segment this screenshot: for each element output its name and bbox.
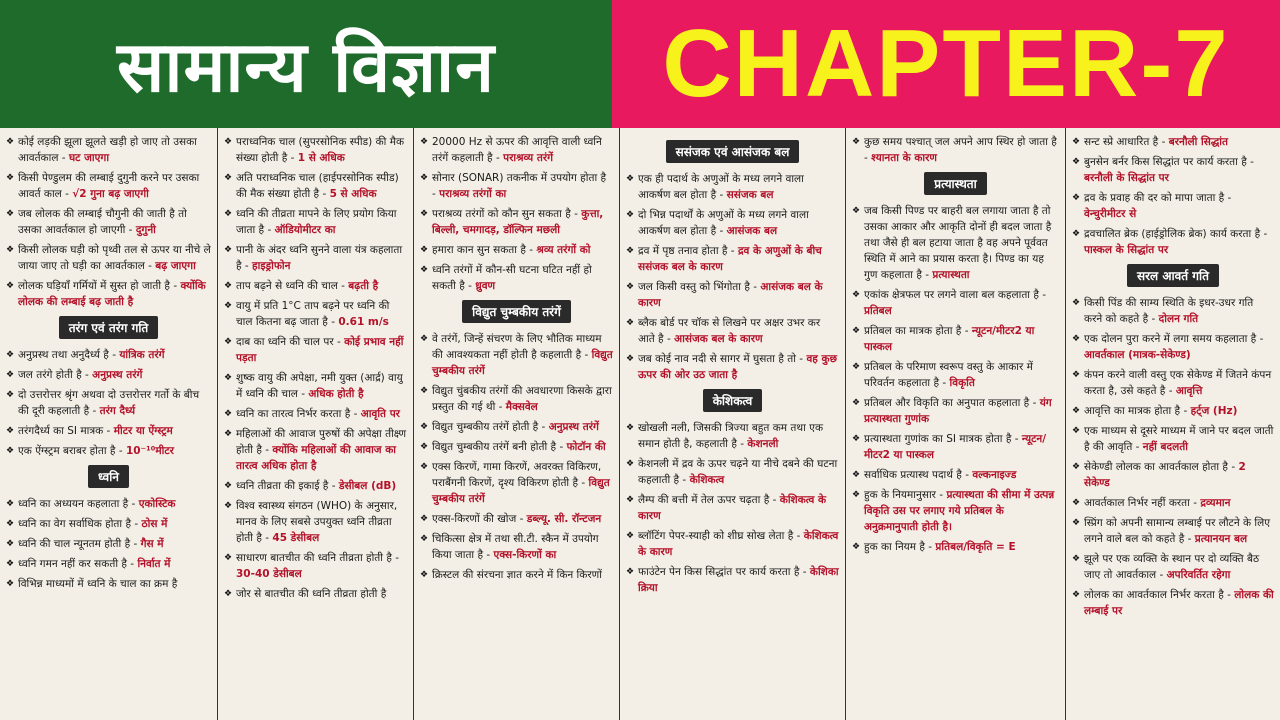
note-question: बुनसेन बर्नर किस सिद्धांत पर कार्य करता है - <box>1084 156 1254 168</box>
note-question: हुक के नियमानुसार - <box>864 489 944 501</box>
section-heading: प्रत्यास्थता <box>924 172 986 195</box>
note-question: किसी पेण्डुलम की लम्बाई दुगुनी करने पर उसका आवर्त काल - <box>18 172 200 200</box>
note-answer: यंग प्रत्यास्थता गुणांक <box>864 397 1052 425</box>
note-question: दो भिन्न पदार्थों के अणुओं के मध्य लगने वाला आकर्षण बल होता है - <box>638 209 809 237</box>
note-item <box>420 170 613 202</box>
note-question: प्रतिबल का मात्रक होता है - <box>864 325 969 337</box>
note-item <box>626 243 839 275</box>
note-answer: कोई प्रभाव नहीं पड़ता <box>236 336 404 364</box>
note-item <box>420 419 613 435</box>
section-heading: केशिकत्व <box>703 389 763 412</box>
note-question: सन्ट स्प्रे आधारित है - <box>1084 136 1166 148</box>
note-question: झूले पर एक व्यक्ति के स्थान पर दो व्यक्ति बैठ जाए तो आवर्तकाल - <box>1084 553 1260 581</box>
note-answer: केशिकत्व के कारण <box>638 494 827 522</box>
note-answer: एकोस्टिक <box>138 498 176 510</box>
section-heading: तरंग एवं तरंग गति <box>59 316 159 339</box>
note-question: चिकित्सा क्षेत्र में तथा सी.टी. स्कैन में उपयोग किया जाता है - <box>432 533 599 561</box>
note-question: साधारण बातचीत की ध्वनि तीव्रता होती है - <box>236 552 400 564</box>
note-answer: 10⁻¹⁰मीटर <box>125 445 174 457</box>
note-item <box>224 278 407 294</box>
note-answer: वेन्चुरीमीटर से <box>1084 208 1137 220</box>
note-question: कंपन करने वाली वस्तु एक सेकेण्ड में जितने कंपन करता है, उसे कहते है - <box>1084 369 1272 397</box>
note-answer: केशिका क्रिया <box>638 566 839 594</box>
note-answer: आवृत्ति <box>1175 385 1203 397</box>
note-item <box>852 467 1059 483</box>
note-item <box>224 370 407 402</box>
note-answer: एक्स-किरणों का <box>493 549 557 561</box>
note-answer: ध्रुवण <box>475 280 496 292</box>
note-question: वायु में प्रति 1°C ताप बढ़ने पर ध्वनि की चाल कितना बढ़ जाता है - <box>236 300 390 328</box>
note-item <box>224 170 407 202</box>
note-item <box>852 539 1059 555</box>
note-item <box>6 170 211 202</box>
note-item <box>6 387 211 419</box>
note-question: ध्वनि का वेग सर्वाधिक होता है - <box>18 518 139 530</box>
notes-column-2 <box>218 128 414 720</box>
note-answer: पराश्रव्य तरंगों का <box>439 188 507 200</box>
note-question: सेकेण्डी लोलक का आवर्तकाल होता है - <box>1084 461 1236 473</box>
note-answer: यांत्रिक तरंगें <box>119 349 165 361</box>
title-banner-left <box>0 0 612 128</box>
note-answer: 0.61 m/s <box>338 316 389 328</box>
note-question: लोलक का आवर्तकाल निर्भर करता है - <box>1084 589 1231 601</box>
note-answer: √2 गुना बढ़ जाएगी <box>72 188 149 200</box>
note-answer: बढ़ती है <box>348 280 379 292</box>
note-question: जब लोलक की लम्बाई चौगुनी की जाती है तो उसका आवर्तकाल हो जाएगी - <box>18 208 187 236</box>
note-item <box>420 439 613 455</box>
note-answer: विकृति <box>949 377 975 389</box>
note-question: द्रव के प्रवाह की दर को मापा जाता है - <box>1084 192 1232 204</box>
note-item <box>852 203 1059 283</box>
note-answer: 2 सेकेण्ड <box>1084 461 1246 489</box>
note-answer: बरनौली के सिद्धांत पर <box>1084 172 1169 184</box>
note-item <box>224 426 407 474</box>
note-answer: घट जाएगा <box>68 152 110 164</box>
note-answer: 45 डेसीबल <box>272 532 320 544</box>
note-item <box>224 334 407 366</box>
note-item <box>224 242 407 274</box>
note-question: ध्वनि की तीव्रता मापने के लिए प्रयोग किया जाता है - <box>236 208 397 236</box>
note-question: विभिन्न माध्यमों में ध्वनि के चाल का क्रम है <box>18 578 178 590</box>
note-answer: द्रव के अणुओं के बीच ससंजक बल के कारण <box>638 245 822 273</box>
note-question: द्रव में पृष्ठ तनाव होता है - <box>638 245 735 257</box>
note-answer: हर्ट्ज (Hz) <box>1190 405 1238 417</box>
notes-page <box>0 128 1280 720</box>
note-item <box>1072 551 1274 583</box>
note-question: कुछ समय पश्चात् जल अपने आप स्थिर हो जाता है - <box>864 136 1057 164</box>
note-item <box>6 536 211 552</box>
note-question: प्रतिबल के परिमाण स्वरूप वस्तु के आकार में परिवर्तन कहलाता है - <box>864 361 1033 389</box>
note-item <box>420 531 613 563</box>
note-answer: केशिकत्व के कारण <box>638 530 839 558</box>
note-question: आवर्तकाल निर्भर नहीं करता - <box>1084 497 1198 509</box>
note-answer: विद्युत चुम्बकीय तरंगें <box>432 477 610 505</box>
note-question: ब्लैक बोर्ड पर चॉक से लिखने पर अक्षर उभर कर आते है - <box>638 317 821 345</box>
notes-column-5 <box>846 128 1066 720</box>
note-question: विश्व स्वास्थ्य संगठन (WHO) के अनुसार, मानव के लिए सबसे उपयुक्त ध्वनि तीव्रता होती है - <box>236 500 398 544</box>
note-question: अनुप्रस्थ तथा अनुदैर्ध्य है - <box>18 349 116 361</box>
note-question: लैम्प की बत्ती में तेल ऊपर चढ़ता है - <box>638 494 777 506</box>
note-answer: तरंग दैर्ध्य <box>99 405 136 417</box>
note-question: सोनार (SONAR) तकनीक में उपयोग होता है - <box>432 172 607 200</box>
note-item <box>224 134 407 166</box>
note-item <box>1072 134 1274 150</box>
note-question: वे तरंगें, जिन्हें संचरण के लिए भौतिक माध्यम की आवश्यकता नहीं होती है कहलाती है - <box>432 333 602 361</box>
note-answer: फोटॉन की <box>566 441 606 453</box>
note-item <box>852 359 1059 391</box>
notes-column-4 <box>620 128 846 720</box>
note-answer: मीटर या ऐंग्स्ट्रम <box>113 425 173 437</box>
note-question: कोई लड़की झूला झूलते खड़ी हो जाए तो उसका आवर्तकाल - <box>18 136 197 164</box>
note-answer: प्रत्यानयन बल <box>1194 533 1248 545</box>
note-item <box>224 550 407 582</box>
note-question: जोर से बातचीत की ध्वनि तीव्रता होती है <box>236 588 387 600</box>
note-item <box>626 315 839 347</box>
note-item <box>852 431 1059 463</box>
note-question: विद्युत चुंबकीय तरंगों की अवधारणा किसके द्वारा प्रस्तुत की गई थी - <box>432 385 612 413</box>
note-item <box>6 134 211 166</box>
note-answer: कुत्ता, बिल्ली, चमगादड़, डॉल्फिन मछली <box>432 208 604 236</box>
note-answer: विद्युत चुम्बकीय तरंगें <box>432 349 613 377</box>
note-item <box>420 567 613 583</box>
note-item <box>626 564 839 596</box>
note-answer: बढ़ जाएगा <box>155 260 196 272</box>
note-item <box>420 383 613 415</box>
note-answer: लोलक की लम्बाई पर <box>1084 589 1274 617</box>
note-question: जल किसी वस्तु को भिंगोता है - <box>638 281 758 293</box>
note-answer: केशिकत्व <box>689 474 725 486</box>
section-heading: विद्युत चुम्बकीय तरंगें <box>462 300 571 323</box>
note-answer: ऑडियोमीटर का <box>274 224 336 236</box>
note-item <box>420 262 613 294</box>
notes-column-3 <box>414 128 620 720</box>
note-question: किसी लोलक घड़ी को पृथ्वी तल से ऊपर या नीचे ले जाया जाए तो घड़ी का आवर्तकाल - <box>18 244 211 272</box>
chapter-title: CHAPTER-7 <box>662 10 1230 117</box>
note-item <box>1072 154 1274 186</box>
note-answer: अनुप्रस्थ तरंगें <box>548 421 599 433</box>
note-question: ध्वनि तरंगों में कौन-सी घटना घटित नहीं हो सकती है - <box>432 264 592 292</box>
note-item <box>420 331 613 379</box>
note-answer: न्यूटन/मीटर2 या पास्कल <box>864 433 1047 461</box>
note-item <box>6 423 211 439</box>
note-item <box>852 487 1059 535</box>
note-question: क्रिस्टल की संरचना ज्ञात करने में किन किरणों <box>432 569 602 581</box>
note-item <box>6 367 211 383</box>
note-item <box>1072 515 1274 547</box>
note-item <box>6 347 211 363</box>
note-answer: द्रव्यमान <box>1200 497 1231 509</box>
note-answer: श्रव्य तरंगों को <box>536 244 591 256</box>
note-item <box>1072 495 1274 511</box>
note-question: विद्युत चुम्बकीय तरंगें बनी होती है - <box>432 441 564 453</box>
note-question: केशनली में द्रव के ऊपर चढ़ने या नीचे दबने की घटना कहलाती है - <box>638 458 838 486</box>
note-question: विद्युत चुम्बकीय तरंगें होती है - <box>432 421 546 433</box>
note-item <box>626 351 839 383</box>
notes-column-1 <box>0 128 218 720</box>
note-question: पानी के अंदर ध्वनि सुनने वाला यंत्र कहलाता है - <box>236 244 403 272</box>
note-answer: नहीं बदलती <box>1142 441 1188 453</box>
note-question: प्रतिबल और विकृति का अनुपात कहलाता है - <box>864 397 1037 409</box>
note-question: एक ही पदार्थ के अणुओं के मध्य लगने वाला आकर्षण बल होता है - <box>638 173 804 201</box>
note-item <box>626 207 839 239</box>
note-answer: पराश्रव्य तरंगें <box>503 152 554 164</box>
note-answer: हाइड्रोफोन <box>252 260 291 272</box>
note-question: किसी पिंड की साम्य स्थिति के इधर-उधर गति करने को कहते है - <box>1084 297 1254 325</box>
note-item <box>626 279 839 311</box>
note-question: महिलाओं की आवाज पुरुषों की अपेक्षा तीक्ष्ण होती है - <box>236 428 407 456</box>
note-question: प्रत्यास्थता गुणांक का SI मात्रक होता है - <box>864 433 1019 445</box>
note-item <box>420 242 613 258</box>
note-answer: न्यूटन/मीटर2 या पास्कल <box>864 325 1035 353</box>
note-item <box>420 206 613 238</box>
note-item <box>1072 190 1274 222</box>
note-item <box>626 528 839 560</box>
note-answer: अनुप्रस्थ तरंगें <box>92 369 143 381</box>
note-question: तरंगदैर्ध्य का SI मात्रक - <box>18 425 111 437</box>
note-answer: 30-40 डेसीबल <box>236 568 302 580</box>
note-answer: वह कुछ ऊपर की ओर उठ जाता है <box>638 353 837 381</box>
title-banner-right <box>612 0 1280 128</box>
note-item <box>6 496 211 512</box>
note-item <box>626 420 839 452</box>
section-heading: ध्वनि <box>88 465 129 488</box>
note-answer: गैस में <box>140 538 164 550</box>
note-question: दाब का ध्वनि की चाल पर - <box>236 336 341 348</box>
note-answer: वल्कनाइज्ड <box>972 469 1017 481</box>
note-question: ब्लॉटिंग पेपर-स्याही को शीघ्र सोख लेता है - <box>638 530 801 542</box>
note-answer: प्रत्यास्थता की सीमा में उत्पन्न विकृति उस पर लगाए गये प्रतिबल के अनुक्रमानुपाती होती है। <box>864 489 1055 533</box>
note-item <box>1072 459 1274 491</box>
note-question: जल तरंगे होती है - <box>18 369 89 381</box>
note-answer: 1 से अधिक <box>297 152 345 164</box>
note-question: स्प्रिंग को अपनी सामान्य लम्बाई पर लौटने के लिए लगने वाले बल को कहते है - <box>1084 517 1271 545</box>
note-question: लोलक घड़ियाँ गर्मियों में सुस्त हो जाती है - <box>18 280 178 292</box>
note-item <box>420 511 613 527</box>
note-question: शुष्क वायु की अपेक्षा, नमी युक्त (आर्द्र) वायु में ध्वनि की चाल - <box>236 372 403 400</box>
note-question: ध्वनि गमन नहीं कर सकती है - <box>18 558 135 570</box>
note-answer: अपरिवर्तित रहेगा <box>1166 569 1231 581</box>
note-question: ध्वनि की चाल न्यूनतम होती है - <box>18 538 138 550</box>
note-question: एक ऐंग्स्ट्रम बराबर होता है - <box>18 445 123 457</box>
note-question: 20000 Hz से ऊपर की आवृत्ति वाली ध्वनि तरंगें कहलाती है - <box>432 136 602 164</box>
note-question: द्रवचालित ब्रेक (हाईड्रोलिक ब्रेक) कार्य करता है - <box>1084 228 1268 240</box>
note-item <box>6 278 211 310</box>
note-question: ध्वनि तीव्रता की इकाई है - <box>236 480 336 492</box>
note-answer: बरनौली सिद्धांत <box>1168 136 1228 148</box>
note-item <box>6 206 211 238</box>
note-question: पराध्वनिक चाल (सुपरसोनिक स्पीड) की मैक संख्या होती है - <box>236 136 405 164</box>
note-item <box>6 242 211 274</box>
note-question: एक्स किरणें, गामा किरणें, अवरक्त विकिरण, पराबैंगनी किरणें, दृश्य विकिरण होती है - <box>432 461 602 489</box>
note-answer: दोलन गति <box>1158 313 1199 325</box>
note-question: ध्वनि का तारत्व निर्भर करता है - <box>236 408 358 420</box>
note-item <box>224 406 407 422</box>
note-item <box>224 586 407 602</box>
note-answer: आसंजक बल के कारण <box>638 281 823 309</box>
note-question: ताप बढ़ने से ध्वनि की चाल - <box>236 280 345 292</box>
note-answer: पास्कल के सिद्धांत पर <box>1084 244 1169 256</box>
note-item <box>1072 423 1274 455</box>
note-item <box>1072 587 1274 619</box>
note-question: पराश्रव्य तरंगों को कौन सुन सकता है - <box>432 208 578 220</box>
note-question: हमारा कान सुन सकता है - <box>432 244 534 256</box>
note-item <box>852 323 1059 355</box>
note-item <box>224 298 407 330</box>
note-item <box>852 395 1059 427</box>
note-answer: आसंजक बल <box>726 225 778 237</box>
note-answer: ठोस में <box>141 518 168 530</box>
note-answer: क्योंकि महिलाओं की आवाज का तारत्व अधिक होता है <box>236 444 397 472</box>
note-item <box>6 443 211 459</box>
section-heading: ससंजक एवं आसंजक बल <box>666 140 800 163</box>
note-question: हुक का नियम है - <box>864 541 933 553</box>
note-question: जब किसी पिण्ड पर बाहरी बल लगाया जाता है तो उसका आकार और आकृति दोनों ही बदल जाता है तथा जैसे ही बल हटाया जाता है वह अपने पूर्ववत स्थिति में आने का प्रयास करता है। पिण्ड का यह गुण कहलाता है - <box>864 205 1052 281</box>
note-item <box>224 206 407 238</box>
note-item <box>1072 367 1274 399</box>
note-answer: प्रतिबल/विकृति = E <box>935 541 1016 553</box>
note-item <box>420 134 613 166</box>
note-question: जब कोई नाव नदी से सागर में घुसता है तो - <box>638 353 804 365</box>
note-answer: डेसीबल (dB) <box>338 480 397 492</box>
note-answer: आसंजक बल के कारण <box>674 333 763 345</box>
note-answer: मैक्सवेल <box>505 401 538 413</box>
section-heading: सरल आवर्त गति <box>1127 264 1219 287</box>
note-answer: ससंजक बल <box>726 189 774 201</box>
note-question: सर्वाधिक प्रत्यास्थ पदार्थ है - <box>864 469 969 481</box>
note-question: आवृत्ति का मात्रक होता है - <box>1084 405 1188 417</box>
note-answer: आवर्तकाल (मात्रक-सेकेण्ड) <box>1084 349 1191 361</box>
note-question: दो उत्तरोत्तर श्रृंग अथवा दो उत्तरोत्तर गर्तो के बीच की दूरी कहलाती है - <box>18 389 200 417</box>
note-question: खोखली नली, जिसकी त्रिज्या बहुत कम तथा एक समान होती है, कहलाती है - <box>638 422 824 450</box>
note-item <box>6 516 211 532</box>
note-answer: केशनली <box>747 438 779 450</box>
note-answer: 5 से अधिक <box>329 188 377 200</box>
note-question: एक माध्यम से दूसरे माध्यम में जाने पर बदल जाती है की आवृति - <box>1084 425 1274 453</box>
note-item <box>626 456 839 488</box>
note-item <box>6 556 211 572</box>
note-answer: श्यानता के कारण <box>871 152 937 164</box>
note-item <box>626 492 839 524</box>
note-answer: प्रत्यास्थता <box>932 269 970 281</box>
note-question: फाउंटेन पेन किस सिद्धांत पर कार्य करता है - <box>638 566 807 578</box>
note-item <box>1072 226 1274 258</box>
note-answer: दुगुनी <box>135 224 156 236</box>
note-item <box>1072 295 1274 327</box>
note-item <box>420 459 613 507</box>
note-answer: निर्वात में <box>137 558 171 570</box>
note-answer: आवृति पर <box>360 408 400 420</box>
note-item <box>852 134 1059 166</box>
note-answer: डब्ल्यू. सी. रॉन्टजन <box>526 513 602 525</box>
note-item <box>852 287 1059 319</box>
hindi-title: सामान्य विज्ञान <box>117 26 495 108</box>
note-item <box>1072 403 1274 419</box>
note-item <box>626 171 839 203</box>
note-question: अति पराध्वनिक चाल (हाईपरसोनिक स्पीड) की मैक संख्या होती है - <box>236 172 399 200</box>
notes-column-6 <box>1066 128 1280 720</box>
note-question: एक्स-किरणों की खोज - <box>432 513 524 525</box>
note-question: एकांक क्षेत्रफल पर लगने वाला बल कहलाता है - <box>864 289 1047 301</box>
note-answer: क्योंकि लोलक की लम्बाई बढ़ जाती है <box>18 280 206 308</box>
note-answer: प्रतिबल <box>864 305 892 317</box>
note-answer: अधिक होती है <box>308 388 364 400</box>
note-question: ध्वनि का अध्ययन कहलाता है - <box>18 498 136 510</box>
note-item <box>224 478 407 494</box>
note-item <box>224 498 407 546</box>
note-item <box>1072 331 1274 363</box>
note-question: एक दोलन पुरा करने में लगा समय कहलाता है - <box>1084 333 1264 345</box>
note-item <box>6 576 211 592</box>
